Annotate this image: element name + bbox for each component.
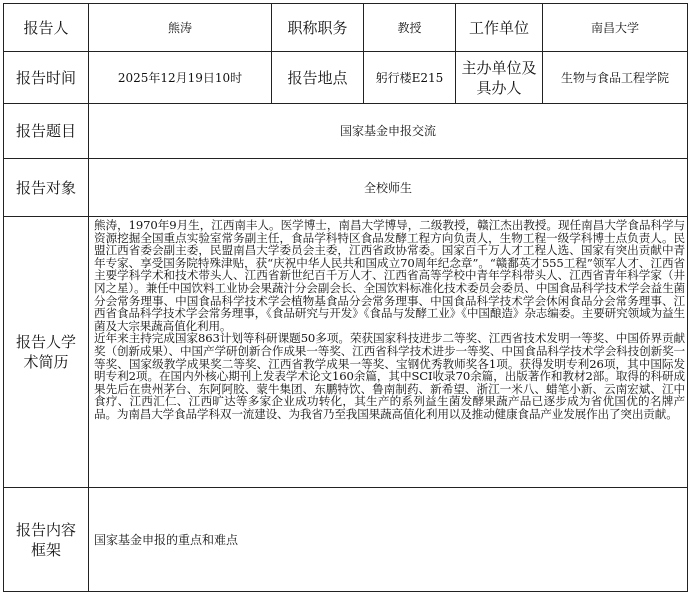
framework-label: 报告内容框架 xyxy=(4,488,89,592)
organizer-value: 生物与食品工程学院 xyxy=(543,52,688,104)
title-value: 教授 xyxy=(364,4,456,52)
framework-value: 国家基金申报的重点和难点 xyxy=(89,488,688,592)
reporter-value: 熊涛 xyxy=(89,4,272,52)
organizer-label: 主办单位及具办人 xyxy=(456,52,543,104)
unit-label: 工作单位 xyxy=(456,4,543,52)
row-audience xyxy=(4,159,688,217)
bio-paragraph-2: 近年来主持完成国家863计划等科研课题50多项。荣获国家科技进步二等奖、江西省技术发明一等奖、中国侨界贡献奖（创新成果）、中国产学研创新合作成果一等奖、江西省科学技术进步一等奖、中国食品科学技术学会科技创新奖一等奖、国家级教学成果奖二等奖、江西省教学成果一等奖、宝钢优秀教师奖各1项。获得发明专利26项，其中国际发明专利2项。在国内外核心期刊上发表学术论文160余篇，其中SCI收录70余篇，出版著作和教材2部。取得的科研成果先后在贵州茅台、东阿阿胶、蒙牛集团、东鹏特饮、鲁南制药、新希望、浙江一米八、蜡笔小新、云南宏斌、江中食疗、江西汇仁、江西旷达等多家企业成功转化，其生产的系列益生菌发酵果蔬产品已逐步成为省优国优的名牌产品。为南昌大学食品学科双一流建设、为我省乃至我国果蔬高值化利用以及推动健康食品产业发展作出了突出贡献。 xyxy=(94,331,685,421)
topic-label: 报告题目 xyxy=(4,104,89,159)
time-label: 报告时间 xyxy=(4,52,89,104)
row-time xyxy=(4,52,688,104)
unit-value: 南昌大学 xyxy=(543,4,688,52)
audience-value: 全校师生 xyxy=(89,159,688,217)
topic-value: 国家基金申报交流 xyxy=(89,104,688,159)
row-topic xyxy=(4,104,688,159)
row-reporter xyxy=(4,4,688,52)
place-value: 躬行楼E215 xyxy=(364,52,456,104)
reporter-label: 报告人 xyxy=(4,4,89,52)
bio-value xyxy=(89,217,688,488)
bio-paragraph-1: 熊涛，1970年9月生，江西南丰人。医学博士，南昌大学博导，二级教授，赣江杰出教授。现任南昌大学食品科学与资源挖掘全国重点实验室常务副主任，食品学科特区食品发酵工程方向负责人，生物工程一级学科博士点负责人。民盟江西省委会副主委，民盟南昌大学委员会主委，江西省政协常委。国家百千万人才工程人选、国家有突出贡献中青年专家、享受国务院特殊津贴，获“庆祝中华人民共和国成立70周年纪念章”。“赣鄱英才555工程”领军人才、江西省主要学科学术和技术带头人、江西省新世纪百千万人才、江西省高等学校中青年学科带头人、江西省青年科学家（井冈之星）。兼任中国饮料工业协会果蔬汁分会副会长、全国饮料标准化技术委员会委员、中国食品科学技术学会益生菌分会常务理事、中国食品科学技术学会植物基食品分会常务理事、中国食品科学技术学会休闲食品分会常务理事、江西省食品科学技术学会常务理事，《食品研究与开发》《食品与发酵工业》《中国酿造》杂志编委。主要研究领域为益生菌及大宗果蔬高值化利用。 xyxy=(94,218,685,333)
time-value: 2025年12月19日10时 xyxy=(89,52,272,104)
bio-label: 报告人学术简历 xyxy=(4,217,89,488)
place-label: 报告地点 xyxy=(272,52,364,104)
row-bio xyxy=(4,217,688,488)
row-framework xyxy=(4,488,688,592)
audience-label: 报告对象 xyxy=(4,159,89,217)
report-info-table xyxy=(3,3,688,592)
title-label: 职称职务 xyxy=(272,4,364,52)
